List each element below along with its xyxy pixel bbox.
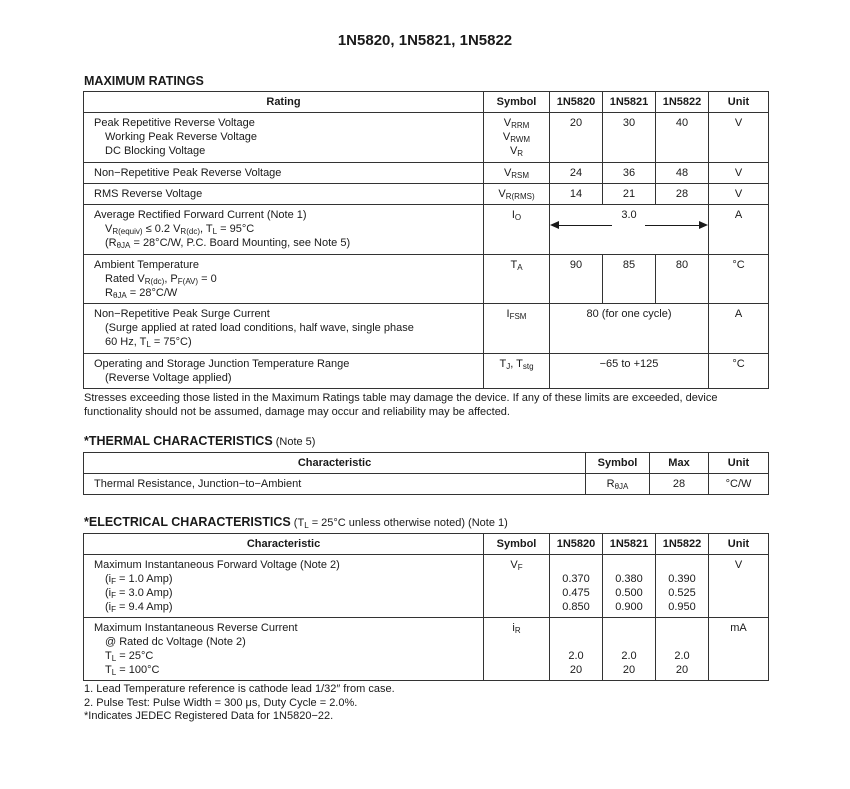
- arrow-line-right: [645, 225, 699, 226]
- electrical-heading: *ELECTRICAL CHARACTERISTICS ($T_L = 25^\circ C$ unless otherwise noted) (Note 1): [84, 515, 508, 530]
- symbol-cell: $R_{\theta JA}$: [586, 474, 650, 495]
- table-row: [84, 113, 769, 163]
- table-row: [84, 304, 769, 354]
- header-symbol: Symbol: [484, 92, 550, 113]
- unit-cell: °C: [709, 255, 769, 304]
- unit-cell: V: [709, 113, 769, 163]
- symbol-cell: $T_J$, $T_{stg}$: [484, 354, 550, 389]
- symbol-cell: $V_F$: [484, 555, 550, 618]
- header-max: Max: [650, 453, 709, 474]
- header-1n5820: 1N5820: [550, 92, 603, 113]
- symbol-cell: $V_{R(RMS)}$: [484, 184, 550, 205]
- table-row: [84, 555, 769, 618]
- header-1n5821: 1N5821: [603, 534, 656, 555]
- rating-label: Ambient Temperature Rated $V_{R(dc)}$, $P_{F(AV)} = 0$ $R_{\theta JA} = 28^\circ C/W$: [84, 255, 484, 304]
- arrow-line-left: [558, 225, 612, 226]
- page-title: 1N5820, 1N5821, 1N5822: [337, 32, 513, 49]
- value-1n5821: 30: [603, 113, 656, 163]
- table-row: [84, 205, 769, 255]
- value-1n5821: 2.0 20: [603, 618, 656, 681]
- value-1n5822: 2.0 20: [656, 618, 709, 681]
- unit-cell: °C/W: [709, 474, 769, 495]
- rating-label: Peak Repetitive Reverse Voltage Working Peak Reverse Voltage DC Blocking Voltage: [84, 113, 484, 163]
- value-1n5822: 80: [656, 255, 709, 304]
- table-row: [84, 163, 769, 184]
- max-value: 28: [650, 474, 709, 495]
- value-1n5820: 24: [550, 163, 603, 184]
- header-characteristic: Characteristic: [84, 453, 586, 474]
- symbol-cell: $T_A$: [484, 255, 550, 304]
- header-unit: Unit: [709, 534, 769, 555]
- unit-cell: A: [709, 205, 769, 255]
- header-unit: Unit: [709, 453, 769, 474]
- footnote-jedec: *Indicates JEDEC Registered Data for 1N5820−22.: [84, 710, 334, 722]
- characteristic-label: Maximum Instantaneous Reverse Current @ Rated dc Voltage (Note 2) $T_L = 25^\circ C$ $T_L = 100^\circ C$: [84, 618, 484, 681]
- footnote-2: 2. Pulse Test: Pulse Width = 300 μs, Duty Cycle = 2.0%.: [84, 696, 358, 709]
- unit-cell: V: [709, 184, 769, 205]
- table-row: [84, 255, 769, 304]
- value-1n5821: 0.380 0.500 0.900: [603, 555, 656, 618]
- arrow-right-icon: [699, 221, 708, 229]
- unit-cell: V: [709, 163, 769, 184]
- rating-label: Average Rectified Forward Current (Note 1) $V_{R(equiv)} \le 0.2$ $V_{R(dc)}$, $T_L = 95^\circ C$ ($R_{\theta JA} = 28^\circ C/W$, P.C. Board Mounting, see Note 5): [84, 205, 484, 255]
- value-1n5820: 14: [550, 184, 603, 205]
- rating-label: Non−Repetitive Peak Reverse Voltage: [84, 163, 484, 184]
- value-1n5820: 0.370 0.475 0.850: [550, 555, 603, 618]
- footnote-1: 1. Lead Temperature reference is cathode lead 1/32″ from case.: [84, 683, 395, 695]
- header-symbol: Symbol: [484, 534, 550, 555]
- symbol-cell: $V_{RSM}$: [484, 163, 550, 184]
- value-1n5820: 90: [550, 255, 603, 304]
- value-all-devices: 80 (for one cycle): [550, 304, 709, 354]
- range-value-cell: [550, 205, 709, 255]
- thermal-heading: *THERMAL CHARACTERISTICS (Note 5): [84, 434, 316, 448]
- header-unit: Unit: [709, 92, 769, 113]
- header-1n5822: 1N5822: [656, 534, 709, 555]
- table-row: [84, 354, 769, 389]
- header-1n5821: 1N5821: [603, 92, 656, 113]
- value-1n5822: 48: [656, 163, 709, 184]
- value-1n5821: 36: [603, 163, 656, 184]
- symbol-cell: $i_R$: [484, 618, 550, 681]
- table-row: [84, 184, 769, 205]
- stress-note: Stresses exceeding those listed in the Maximum Ratings table may damage the device. If any of these limits are exceeded, device functionality should not be assumed, damage may occur and reliability may be affected.: [84, 392, 718, 418]
- unit-cell: A: [709, 304, 769, 354]
- table-header-row: [84, 92, 769, 113]
- table-row: [84, 618, 769, 681]
- max-ratings-table: [83, 91, 769, 389]
- unit-cell: V: [709, 555, 769, 618]
- electrical-table: [83, 533, 769, 681]
- header-characteristic: Characteristic: [84, 534, 484, 555]
- header-1n5820: 1N5820: [550, 534, 603, 555]
- value-1n5822: 0.390 0.525 0.950: [656, 555, 709, 618]
- unit-cell: °C: [709, 354, 769, 389]
- symbol-cell: $I_O$: [484, 205, 550, 255]
- value-all-devices: −65 to +125: [550, 354, 709, 389]
- max-ratings-heading: MAXIMUM RATINGS: [84, 74, 204, 88]
- unit-cell: mA: [709, 618, 769, 681]
- value-1n5821: 21: [603, 184, 656, 205]
- header-symbol: Symbol: [586, 453, 650, 474]
- characteristic-label: Thermal Resistance, Junction−to−Ambient: [84, 474, 586, 495]
- table-header-row: [84, 453, 769, 474]
- rating-label: Operating and Storage Junction Temperature Range (Reverse Voltage applied): [84, 354, 484, 389]
- value-all-devices: 3.0: [621, 209, 637, 221]
- thermal-table: [83, 452, 769, 495]
- value-1n5822: 28: [656, 184, 709, 205]
- value-1n5820: 2.0 20: [550, 618, 603, 681]
- characteristic-label: Maximum Instantaneous Forward Voltage (Note 2) ($i_F = 1.0$ Amp) ($i_F = 3.0$ Amp) ($i_F = 9.4$ Amp): [84, 555, 484, 618]
- footnotes: [84, 683, 395, 724]
- table-row: [84, 474, 769, 495]
- rating-label: Non−Repetitive Peak Surge Current (Surge applied at rated load conditions, half wave, single phase 60 Hz, $T_L = 75^\circ C$): [84, 304, 484, 354]
- value-1n5821: 85: [603, 255, 656, 304]
- header-1n5822: 1N5822: [656, 92, 709, 113]
- symbol-cell: $V_{RRM}$ $V_{RWM}$ $V_R$: [484, 113, 550, 163]
- value-1n5820: 20: [550, 113, 603, 163]
- rating-label: RMS Reverse Voltage: [84, 184, 484, 205]
- value-1n5822: 40: [656, 113, 709, 163]
- header-rating: Rating: [84, 92, 484, 113]
- symbol-cell: $I_{FSM}$: [484, 304, 550, 354]
- table-header-row: [84, 534, 769, 555]
